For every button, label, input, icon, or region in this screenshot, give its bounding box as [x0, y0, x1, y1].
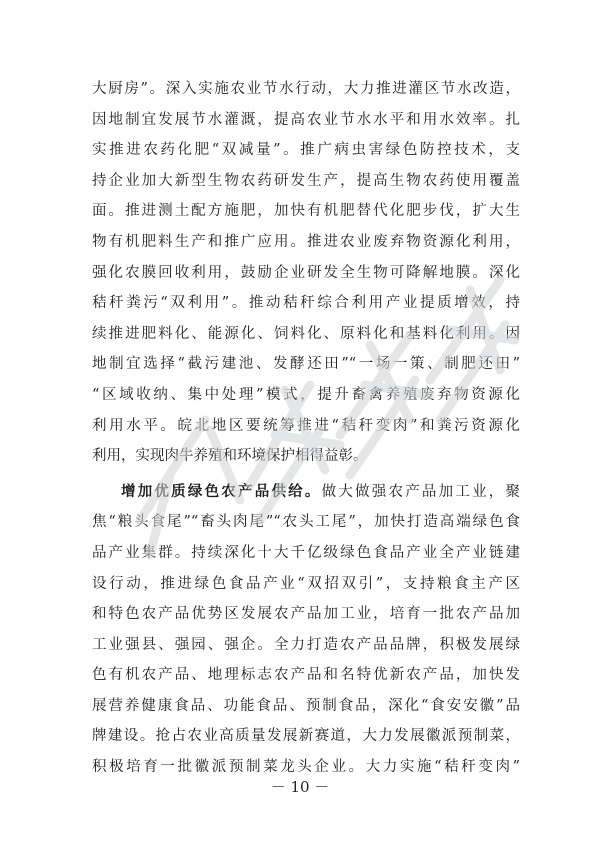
paragraph-1 — [92, 74, 520, 472]
text-line: 因地制宜发展节水灌溉，提高农业节水水平和用水效率。扎 — [92, 111, 520, 128]
text-line: 焦“粮头食尾”“畜头肉尾”“农头工尾”，加快打造高端绿色食 — [92, 514, 520, 531]
text-line: 面。推进测土配方施肥，加快有机肥替代化肥步伐，扩大生 — [92, 203, 520, 220]
text-line: 展营养健康食品、功能食品、预制食品，深化“食安安徽”品 — [92, 697, 520, 714]
heading-line-rest: 做大做强农产品加工业，聚 — [321, 483, 520, 500]
text-line: 实推进农药化肥“双减量”。推广病虫害绿色防控技术，支 — [92, 142, 520, 159]
text-line: 物有机肥料生产和推广应用。推进农业废弃物资源化利用， — [92, 233, 520, 250]
text-line: “区域收纳、集中处理”模式，提升畜禽养殖废弃物资源化 — [92, 386, 520, 403]
text-line: 牌建设。抢占农业高质量发展新赛道，大力发展徽派预制菜， — [92, 728, 520, 745]
text-line: 大厨房”。深入实施农业节水行动，大力推进灌区节水改造， — [92, 81, 520, 97]
text-line: 地制宜选择“截污建池、发酵还田”“一场一策、制肥还田” — [92, 356, 520, 373]
paragraph-2 — [92, 477, 520, 783]
text-line: 续推进肥料化、能源化、饲料化、原料化和基料化利用。因 — [92, 325, 520, 342]
text-line: 积极培育一批徽派预制菜龙头企业。大力实施“秸秆变肉” — [92, 759, 520, 776]
section-heading: 增加优质绿色农产品供给。 — [121, 482, 322, 500]
body-text — [92, 74, 520, 783]
text-line: 工业强县、强园、强企。全力打造农产品品牌，积极发展绿 — [92, 636, 520, 653]
text-line — [92, 477, 520, 508]
text-line: 利用水平。皖北地区要统筹推进“秸秆变肉”和粪污资源化 — [92, 417, 520, 434]
text-line: 秸秆粪污“双利用”。推动秸秆综合利用产业提质增效，持 — [92, 295, 520, 312]
text-line: 色有机农产品、地理标志农产品和名特优新农产品，加快发 — [92, 667, 520, 684]
text-line: 强化农膜回收利用，鼓励企业研发全生物可降解地膜。深化 — [92, 264, 520, 281]
text-line: 利用，实现肉牛养殖和环境保护相得益彰。 — [92, 448, 368, 465]
page-number: － 10 － — [270, 778, 330, 796]
text-line: 设行动，推进绿色食品产业“双招双引”，支持粮食主产区 — [92, 575, 520, 592]
text-line: 和特色农产品优势区发展农产品加工业，培育一批农产品加 — [92, 606, 520, 623]
text-line: 品产业集群。持续深化十大千亿级绿色食品产业全产业链建 — [92, 544, 520, 561]
text-line: 持企业加大新型生物农药研发生产，提高生物农药使用覆盖 — [92, 172, 520, 189]
